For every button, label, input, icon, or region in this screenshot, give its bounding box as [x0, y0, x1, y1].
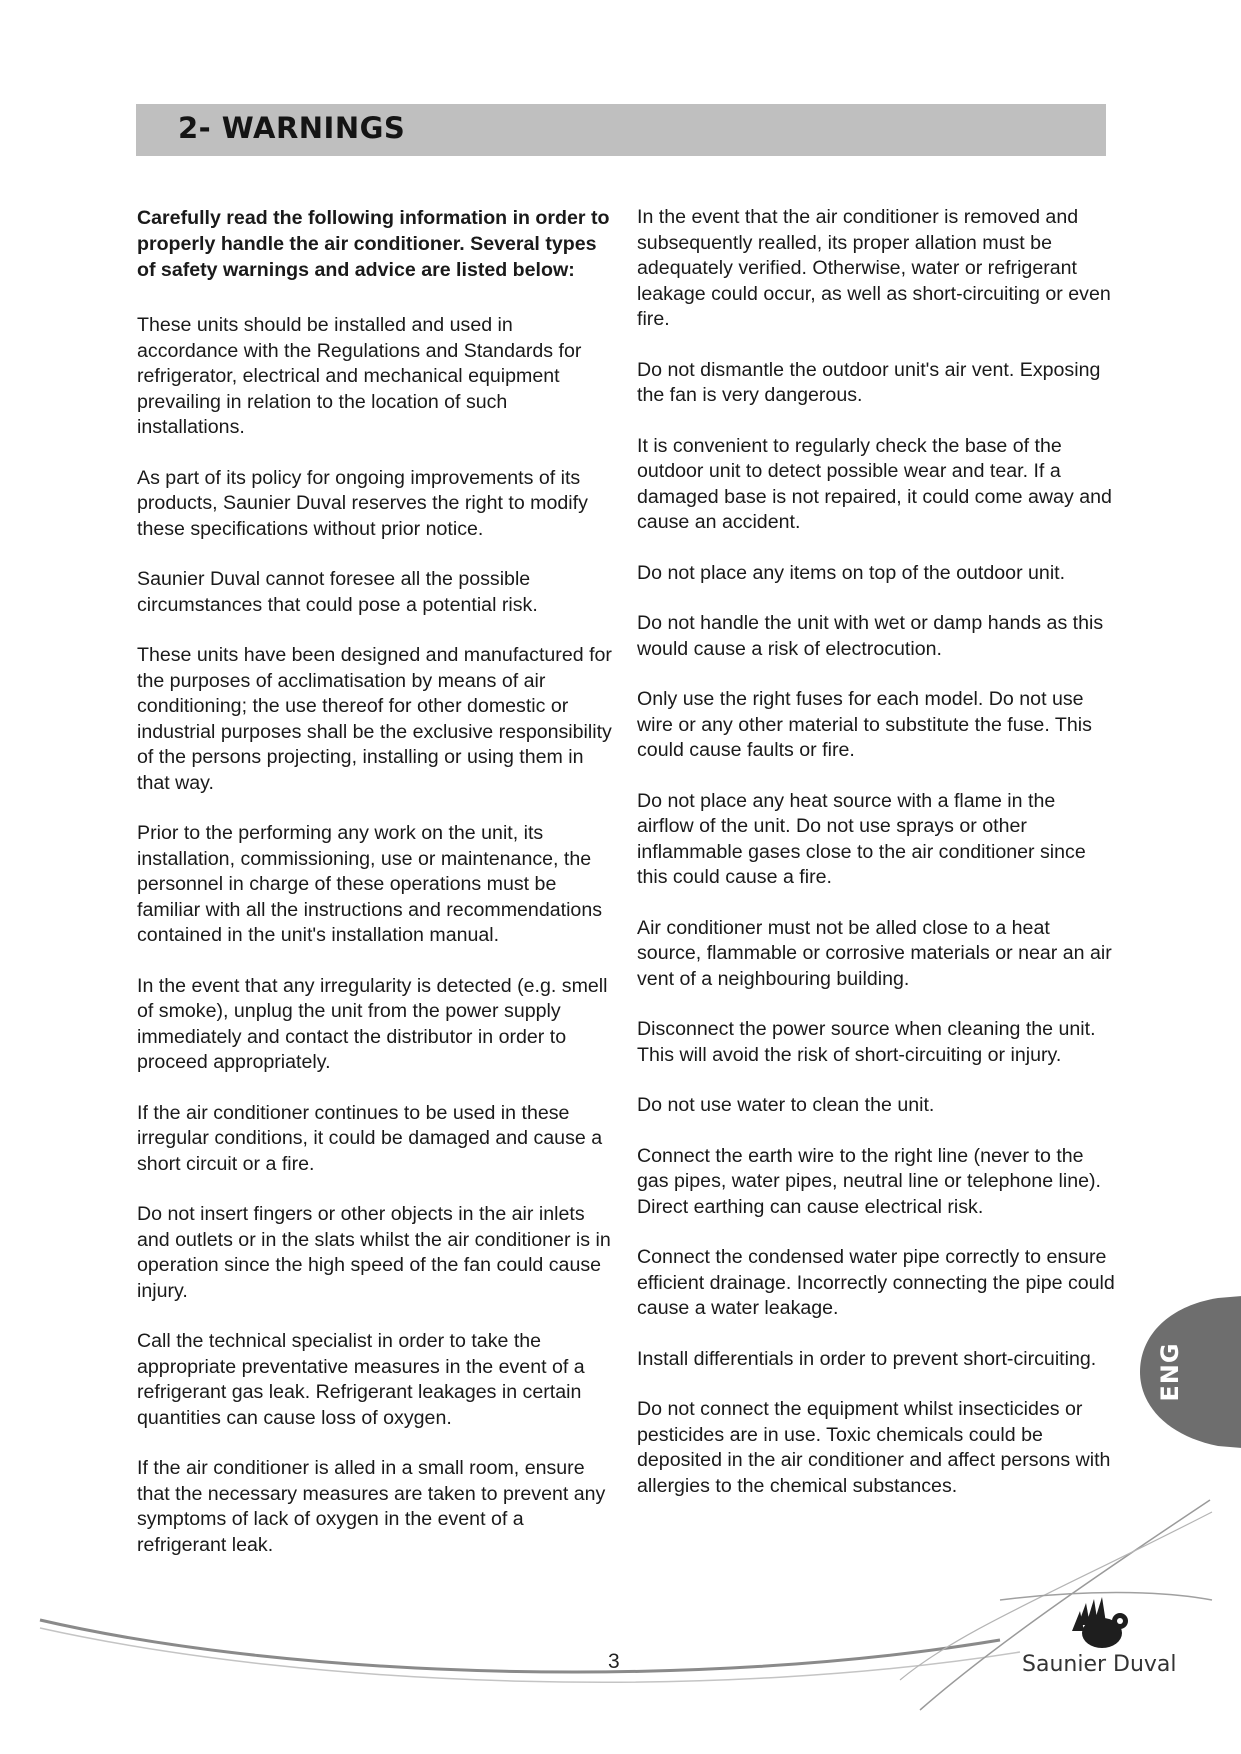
- right-paragraph: Do not place any heat source with a flame in the airflow of the unit. Do not use sprays or other inflammable gases close to the air conditioner since this could cause a fire.: [637, 789, 1086, 888]
- right-paragraph: Do not handle the unit with wet or damp hands as this would cause a risk of electrocution.: [637, 612, 1104, 660]
- right-paragraph: Install differentials in order to prevent short-circuiting.: [637, 1347, 1097, 1370]
- page-number: 3: [608, 1650, 620, 1673]
- language-tab-label: ENG: [1156, 1342, 1184, 1402]
- left-paragraph: Prior to the performing any work on the unit, its installation, commissioning, use or maintenance, the personnel in charge of these operations must be familiar with all the instructions and recommendations contained in the unit's installation manual.: [137, 822, 603, 946]
- right-paragraph: In the event that the air conditioner is removed and subsequently realled, its proper allation must be adequately verified. Otherwise, water or refrigerant leakage could occur, as well as short-circuiting or even fire.: [637, 206, 1111, 330]
- language-tab: [1138, 1296, 1241, 1448]
- swoosh-line: [40, 1620, 1000, 1672]
- right-paragraph: Do not connect the equipment whilst insecticides or pesticides are in use. Toxic chemicals could be deposited in the air conditioner and affect persons with allergies to the chemical substances.: [637, 1398, 1111, 1497]
- left-paragraph: These units have been designed and manufactured for the purposes of acclimatisation by means of air conditioning; the use thereof for other domestic or industrial purposes shall be the exclusive responsibility of the persons projecting, installing or using them in that way.: [137, 644, 612, 794]
- section-title: 2- WARNINGS: [178, 111, 406, 145]
- right-paragraph: It is convenient to regularly check the base of the outdoor unit to detect possible wear and tear. If a damaged base is not repaired, it could come away and cause an accident.: [637, 434, 1112, 533]
- intro-paragraph: Carefully read the following information in order to properly handle the air conditioner. Several types of safety warnings and advice are listed below:: [137, 207, 610, 281]
- right-paragraph: Only use the right fuses for each model. Do not use wire or any other material to substitute the fuse. This could cause faults or fire.: [637, 688, 1092, 761]
- brand-name: Saunier Duval: [1022, 1652, 1177, 1677]
- left-paragraph: These units should be installed and used in accordance with the Regulations and Standards for refrigerator, electrical and mechanical equipment prevailing in relation to the location of such installations.: [137, 314, 582, 438]
- left-paragraph: Do not insert fingers or other objects in the air inlets and outlets or in the slats whilst the air conditioner is in operation since the high speed of the fan could cause injury.: [137, 1203, 611, 1302]
- right-paragraph: Connect the condensed water pipe correctly to ensure efficient drainage. Incorrectly connecting the pipe could cause a water leakage.: [637, 1246, 1115, 1319]
- right-paragraph: Do not dismantle the outdoor unit's air vent. Exposing the fan is very dangerous.: [637, 358, 1101, 406]
- right-paragraph: Do not use water to clean the unit.: [637, 1094, 935, 1116]
- left-paragraph: Call the technical specialist in order to take the appropriate preventative measures in the event of a refrigerant gas leak. Refrigerant leakages in certain quantities can cause loss of oxygen.: [137, 1330, 585, 1429]
- right-paragraph: Do not place any items on top of the outdoor unit.: [637, 561, 1066, 584]
- swoosh-line: [920, 1500, 1210, 1710]
- saunier-duval-logo-icon: [1068, 1595, 1132, 1651]
- left-paragraph: If the air conditioner is alled in a small room, ensure that the necessary measures are taken to prevent any symptoms of lack of oxygen in the event of a refrigerant leak.: [137, 1457, 606, 1556]
- left-paragraph: Saunier Duval cannot foresee all the possible circumstances that could pose a potential risk.: [137, 568, 538, 616]
- swoosh-line: [40, 1628, 1020, 1682]
- left-paragraph: As part of its policy for ongoing improvements of its products, Saunier Duval reserves the right to modify these specifications without prior notice.: [137, 466, 588, 540]
- right-paragraph: Disconnect the power source when cleaning the unit. This will avoid the risk of short-circuiting or injury.: [637, 1018, 1096, 1066]
- right-paragraph: Connect the earth wire to the right line (never to the gas pipes, water pipes, neutral line or telephone line). Direct earthing can cause electrical risk.: [637, 1144, 1102, 1218]
- right-paragraph: Air conditioner must not be alled close to a heat source, flammable or corrosive materials or near an air vent of a neighbouring building.: [637, 916, 1112, 990]
- left-paragraph: If the air conditioner continues to be used in these irregular conditions, it could be damaged and cause a short circuit or a fire.: [137, 1101, 603, 1175]
- left-paragraph: In the event that any irregularity is detected (e.g. smell of smoke), unplug the unit from the power supply immediately and contact the distributor in order to proceed appropriately.: [137, 974, 608, 1073]
